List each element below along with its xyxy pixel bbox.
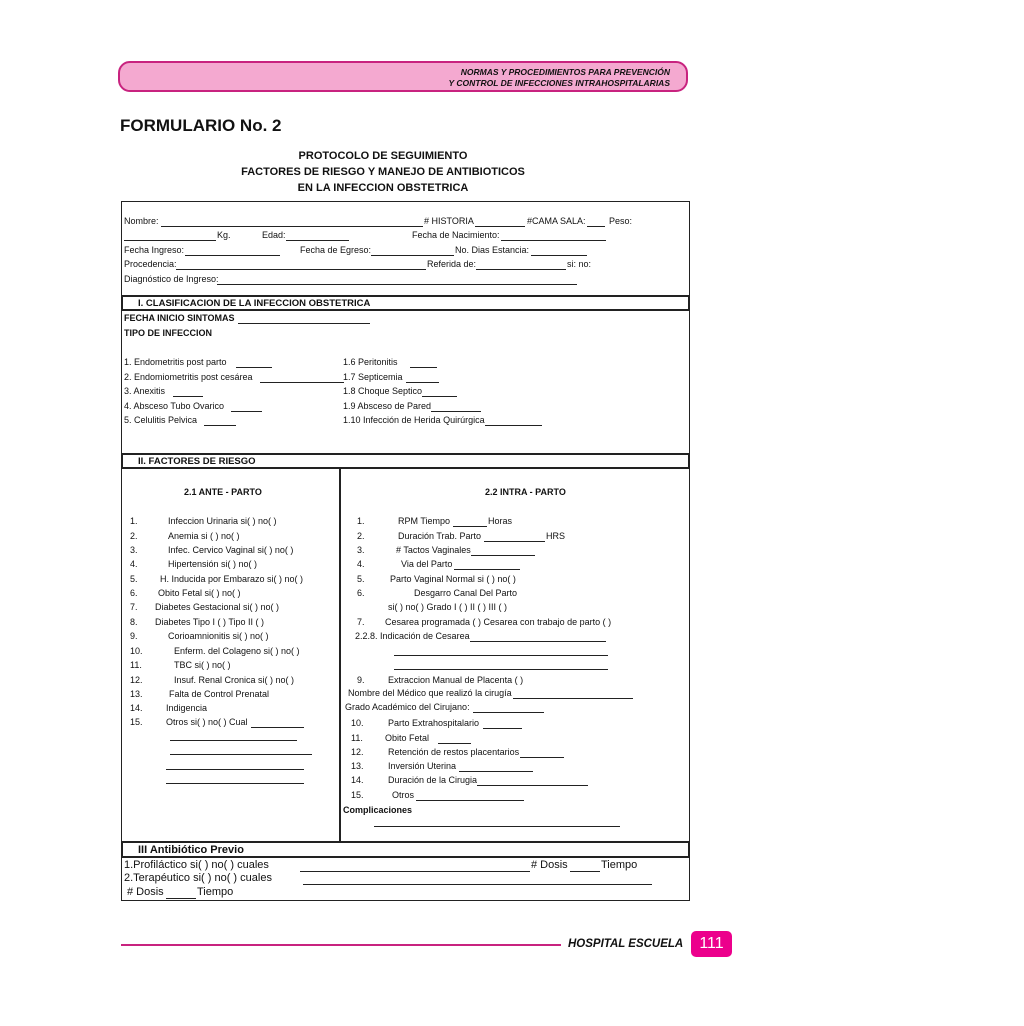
fecha-ingreso-label: Fecha Ingreso: [124, 245, 185, 255]
page-number: 111 [691, 931, 732, 957]
infeccion-left-4-field[interactable] [231, 411, 262, 412]
indicacion-line-3[interactable] [394, 669, 608, 670]
header-banner [118, 61, 688, 92]
footer-hospital: HOSPITAL ESCUELA [568, 938, 684, 950]
ante-item: Corioamnionitis si( ) no( ) [168, 631, 269, 641]
terapeutico-label: 2.Terapéutico si( ) no( ) cuales [124, 872, 272, 884]
inversion-field[interactable] [459, 771, 533, 772]
form-title: FORMULARIO No. 2 [120, 116, 282, 135]
otros-cual-field[interactable] [251, 727, 304, 728]
complicaciones-label: Complicaciones [343, 805, 413, 815]
duracion-field[interactable] [484, 541, 545, 542]
infeccion-left-2-field[interactable] [260, 382, 344, 383]
footer-rule [121, 944, 561, 946]
extrahospitalario-field[interactable] [483, 728, 522, 729]
ante-num: 9. [130, 631, 138, 641]
intra-item-duracion: Duración Trab. Parto [398, 531, 482, 541]
infeccion-right-3-field[interactable] [422, 396, 457, 397]
infeccion-right-2: 1.7 Septicemia [343, 372, 403, 382]
late-item: Parto Extrahospitalario [388, 718, 480, 728]
ante-item: TBC si( ) no( ) [174, 660, 231, 670]
infeccion-right-2-field[interactable] [406, 382, 439, 383]
terapeutico-tiempo-label: Tiempo [197, 886, 234, 898]
infeccion-left-5-field[interactable] [204, 425, 236, 426]
ante-num: 4. [130, 559, 138, 569]
edad-field[interactable] [286, 240, 349, 241]
ante-item: Enferm. del Colageno si( ) no( ) [174, 646, 300, 656]
protocol-title-2: FACTORES DE RIESGO Y MANEJO DE ANTIBIOTICOS [241, 166, 525, 178]
nombre-label: Nombre: [124, 216, 159, 226]
dias-estancia-field[interactable] [531, 255, 587, 256]
infeccion-right-5: 1.10 Infección de Herida Quirúrgica [343, 415, 485, 425]
otros-line-1[interactable] [170, 740, 297, 741]
infeccion-left-3-field[interactable] [173, 396, 203, 397]
ante-item: Obito Fetal si( ) no( ) [158, 588, 241, 598]
medico-field[interactable] [513, 698, 633, 699]
late-num: 10. [351, 718, 364, 728]
infeccion-right-4-field[interactable] [431, 411, 481, 412]
profilactico-tiempo-label: Tiempo [601, 859, 638, 871]
tipo-infeccion-label: TIPO DE INFECCION [124, 328, 213, 338]
infeccion-right-4: 1.9 Absceso de Pared [343, 401, 432, 411]
otros-line-2[interactable] [170, 754, 312, 755]
intra-item-tactos: # Tactos Vaginales [396, 545, 471, 555]
peso-label: Peso: [609, 216, 633, 226]
ante-num: 10. [130, 646, 143, 656]
late-item: Otros [392, 790, 415, 800]
infeccion-left-1: 1. Endometritis post parto [124, 357, 227, 367]
intra-item-via: Via del Parto [401, 559, 453, 569]
ante-num: 1. [130, 516, 138, 526]
cama-sala-label: #CAMA SALA: [527, 216, 586, 226]
otros-line-3[interactable] [166, 769, 304, 770]
intra-num: 5. [357, 574, 365, 584]
intra-item-rpm: RPM Tiempo [398, 516, 451, 526]
retencion-field[interactable] [520, 757, 564, 758]
ante-num: 11. [130, 660, 142, 670]
medico-label: Nombre del Médico que realizó la cirugía [348, 688, 512, 698]
header-line-1: NORMAS Y PROCEDIMIENTOS PARA PREVENCIÓN [460, 67, 670, 77]
fecha-nacimiento-label: Fecha de Nacimiento: [412, 230, 500, 240]
indicacion-line-2[interactable] [394, 655, 608, 656]
diagnostico-field[interactable] [217, 284, 577, 285]
section-2-header: II. FACTORES DE RIESGO [121, 453, 690, 469]
diagnostico-label: Diagnóstico de Ingreso: [124, 274, 219, 284]
kg-label: Kg. [217, 230, 231, 240]
terapeutico-dosis-label: # Dosis [127, 886, 164, 898]
late-item: Retención de restos placentarios [388, 747, 520, 757]
profilactico-dosis-field[interactable] [570, 871, 600, 872]
header-line-2: Y CONTROL DE INFECCIONES INTRAHOSPITALARIAS [448, 78, 670, 88]
tactos-field[interactable] [471, 555, 535, 556]
obito-fetal-field[interactable] [438, 743, 471, 744]
duracion-cirugia-field[interactable] [477, 785, 588, 786]
fecha-nacimiento-field[interactable] [501, 240, 606, 241]
referida-field[interactable] [476, 269, 566, 270]
horas-label: Horas [488, 516, 513, 526]
cama-sala-field[interactable] [587, 226, 605, 227]
procedencia-field[interactable] [176, 269, 426, 270]
intra-num: 9. [357, 675, 365, 685]
ante-num: 8. [130, 617, 138, 627]
late-num: 15. [351, 790, 364, 800]
infeccion-right-5-field[interactable] [485, 425, 542, 426]
ante-item: Indigencia [166, 703, 208, 713]
fecha-egreso-field[interactable] [371, 255, 454, 256]
intra-num: 3. [357, 545, 365, 555]
terapeutico-cuales-field[interactable] [303, 884, 652, 885]
infeccion-left-4: 4. Absceso Tubo Ovarico [124, 401, 225, 411]
late-num: 14. [351, 775, 364, 785]
late-item: Duración de la Cirugia [388, 775, 478, 785]
ante-item: Infeccion Urinaria si( ) no( ) [168, 516, 277, 526]
infeccion-left-5: 5. Celulitis Pelvica [124, 415, 198, 425]
ante-item: Infec. Cervico Vaginal si( ) no( ) [168, 545, 294, 555]
protocol-title-1: PROTOCOLO DE SEGUIMIENTO [298, 150, 468, 162]
nombre-field[interactable] [161, 226, 423, 227]
grado-academico-label: Grado Académico del Cirujano: [345, 702, 470, 712]
otros-line-4[interactable] [166, 783, 304, 784]
intra-item-desgarro: Desgarro Canal Del Parto [414, 588, 518, 598]
column-divider [339, 468, 341, 841]
late-num: 13. [351, 761, 364, 771]
late-num: 11. [351, 733, 363, 743]
intra-num: 2. [357, 531, 365, 541]
indicacion-label: 2.2.8. Indicación de Cesarea [355, 631, 470, 641]
ante-item: Falta de Control Prenatal [169, 689, 270, 699]
ante-parto-title: 2.1 ANTE - PARTO [184, 487, 262, 497]
grado-label: si( ) no( ) Grado I ( ) II ( ) III ( ) [388, 602, 508, 612]
ante-item: Hipertensión si( ) no( ) [168, 559, 258, 569]
hrs-label: HRS [546, 531, 566, 541]
dias-estancia-label: No. Dias Estancia: [455, 245, 530, 255]
protocol-title-3: EN LA INFECCION OBSTETRICA [297, 182, 469, 194]
via-field[interactable] [454, 569, 520, 570]
ante-num: 6. [130, 588, 138, 598]
infeccion-right-1: 1.6 Peritonitis [343, 357, 398, 367]
historia-label: # HISTORIA [424, 216, 474, 226]
fecha-egreso-label: Fecha de Egreso: [300, 245, 372, 255]
ante-num: 15. [130, 717, 143, 727]
historia-field[interactable] [475, 226, 525, 227]
profilactico-cuales-field[interactable] [300, 871, 530, 872]
infeccion-right-3: 1.8 Choque Septico [343, 386, 423, 396]
complicaciones-field[interactable] [374, 826, 620, 827]
late-num: 12. [351, 747, 364, 757]
intra-parto-title: 2.2 INTRA - PARTO [485, 487, 566, 497]
si-no-label: si: no: [567, 259, 592, 269]
fecha-inicio-label: FECHA INICIO SINTOMAS [124, 313, 235, 323]
ante-num: 12. [130, 675, 143, 685]
profilactico-dosis-label: # Dosis [531, 859, 568, 871]
procedencia-label: Procedencia: [124, 259, 177, 269]
intra-item-vaginal: Parto Vaginal Normal si ( ) no( ) [390, 574, 516, 584]
ante-item: Diabetes Gestacional si( ) no( ) [155, 602, 280, 612]
ante-item: Insuf. Renal Cronica si( ) no( ) [174, 675, 295, 685]
indicacion-field[interactable] [470, 641, 606, 642]
ante-item: Otros si( ) no( ) Cual [166, 717, 248, 727]
intra-num: 7. [357, 617, 365, 627]
grado-academico-field[interactable] [473, 712, 544, 713]
infeccion-left-2: 2. Endomiometritis post cesárea [124, 372, 253, 382]
edad-label: Edad: [262, 230, 286, 240]
profilactico-label: 1.Profiláctico si( ) no( ) cuales [124, 859, 269, 871]
extraccion-label: Extraccion Manual de Placenta ( ) [388, 675, 524, 685]
ante-num: 3. [130, 545, 138, 555]
peso-field[interactable] [124, 240, 216, 241]
infeccion-right-1-field[interactable] [410, 367, 437, 368]
ante-item: Anemia si ( ) no( ) [168, 531, 240, 541]
rpm-field[interactable] [453, 526, 487, 527]
section-3-header: III Antibiótico Previo [121, 841, 690, 858]
fecha-inicio-field[interactable] [238, 323, 370, 324]
ante-item: H. Inducida por Embarazo si( ) no( ) [160, 574, 304, 584]
infeccion-left-3: 3. Anexitis [124, 386, 166, 396]
section-1-header: I. CLASIFICACION DE LA INFECCION OBSTETRICA [121, 295, 690, 311]
ante-num: 5. [130, 574, 138, 584]
otros-intra-field[interactable] [416, 800, 524, 801]
ante-num: 7. [130, 602, 138, 612]
late-item: Inversión Uterina [388, 761, 457, 771]
ante-num: 2. [130, 531, 138, 541]
referida-label: Referida de: [427, 259, 477, 269]
intra-num: 1. [357, 516, 365, 526]
ante-item: Diabetes Tipo I ( ) Tipo II ( ) [155, 617, 265, 627]
terapeutico-dosis-field[interactable] [166, 898, 196, 899]
intra-item-cesarea: Cesarea programada ( ) Cesarea con trabajo de parto ( ) [385, 617, 612, 627]
infeccion-left-1-field[interactable] [236, 367, 272, 368]
intra-num: 6. [357, 588, 365, 598]
ante-num: 13. [130, 689, 143, 699]
late-item: Obito Fetal [385, 733, 430, 743]
fecha-ingreso-field[interactable] [185, 255, 280, 256]
intra-num: 4. [357, 559, 365, 569]
ante-num: 14. [130, 703, 143, 713]
